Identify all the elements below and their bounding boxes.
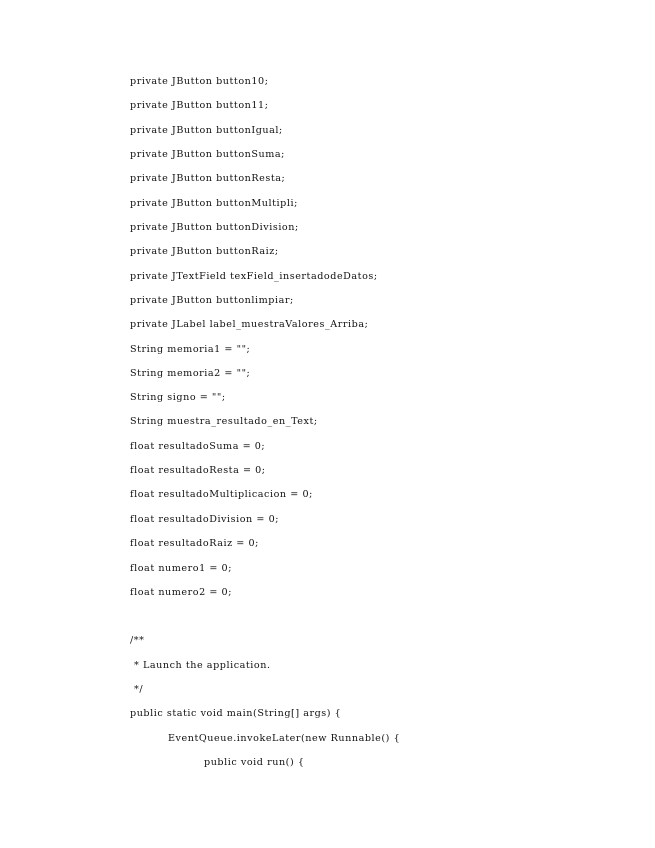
code-line: private JLabel label_muestraValores_Arriba; — [130, 319, 369, 330]
code-line: float resultadoMultiplicacion = 0; — [130, 489, 313, 500]
code-line: float resultadoDivision = 0; — [130, 514, 280, 525]
code-line: private JButton buttonMultipli; — [130, 198, 298, 209]
comment-line: * Launch the application. — [134, 660, 271, 671]
code-line: private JButton button10; — [130, 76, 269, 87]
code-line: private JButton buttonIgual; — [130, 125, 283, 136]
code-line: String memoria1 = ""; — [130, 344, 251, 355]
code-line: String muestra_resultado_en_Text; — [130, 416, 318, 427]
code-line: public void run() { — [204, 757, 305, 768]
code-line: String memoria2 = ""; — [130, 368, 251, 379]
code-line: float numero1 = 0; — [130, 563, 232, 574]
code-line: EventQueue.invokeLater(new Runnable() { — [168, 733, 401, 744]
code-line: private JTextField texField_insertadodeDatos; — [130, 271, 378, 282]
code-line: float numero2 = 0; — [130, 587, 232, 598]
code-line: private JButton buttonDivision; — [130, 222, 299, 233]
comment-line: */ — [134, 684, 144, 695]
comment-line: /** — [130, 635, 145, 646]
code-line: private JButton buttonSuma; — [130, 149, 285, 160]
code-line: private JButton buttonResta; — [130, 173, 286, 184]
code-line: private JButton button11; — [130, 100, 269, 111]
code-line: String signo = ""; — [130, 392, 226, 403]
code-line: float resultadoSuma = 0; — [130, 441, 266, 452]
code-line: public static void main(String[] args) { — [130, 708, 342, 719]
code-line: float resultadoResta = 0; — [130, 465, 266, 476]
code-line: private JButton buttonlimpiar; — [130, 295, 294, 306]
code-line: float resultadoRaiz = 0; — [130, 538, 259, 549]
code-line: private JButton buttonRaiz; — [130, 246, 279, 257]
